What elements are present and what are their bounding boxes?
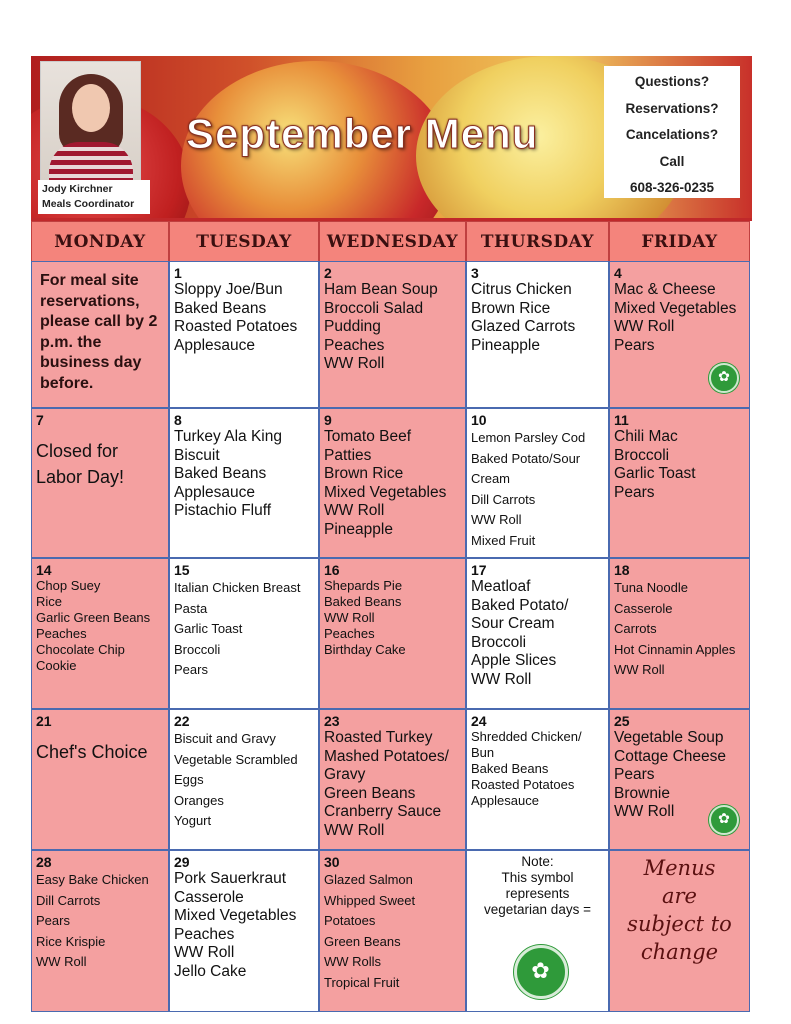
day-header-monday: MONDAY bbox=[31, 221, 169, 263]
menu-item: Peaches bbox=[36, 626, 87, 641]
menu-item: Roasted Potatoes bbox=[471, 777, 575, 792]
menu-item: Mashed Potatoes/ bbox=[324, 747, 449, 765]
day-number: 16 bbox=[324, 562, 340, 578]
menu-item: Biscuit and Gravy bbox=[174, 731, 276, 746]
menu-item: Baked Beans bbox=[174, 465, 267, 482]
day-header-thursday: THURSDAY bbox=[466, 221, 609, 263]
menu-item: WW Rolls bbox=[324, 954, 382, 969]
menu-item: WW Roll bbox=[324, 610, 375, 625]
menu-item: Brown Rice bbox=[471, 299, 551, 317]
day-number: 8 bbox=[174, 412, 182, 428]
menu-item: Italian Chicken Breast bbox=[174, 580, 301, 595]
header-banner bbox=[31, 56, 752, 221]
menu-item: Applesauce bbox=[174, 336, 256, 354]
menu-item: Broccoli bbox=[471, 633, 527, 651]
menu-item: Peaches bbox=[324, 336, 385, 354]
note-cell bbox=[609, 850, 750, 1012]
menu-item: WW Roll bbox=[614, 662, 665, 677]
day-cell-17 bbox=[466, 558, 609, 709]
day-cell-16 bbox=[319, 558, 466, 709]
contact-line: Cancelations? bbox=[625, 127, 719, 142]
menu-item: are bbox=[662, 884, 697, 908]
menu-item: WW Roll bbox=[324, 355, 385, 372]
menu-item: Roasted Potatoes bbox=[174, 318, 298, 335]
menu-item: This symbol bbox=[501, 870, 574, 885]
menu-item: Gravy bbox=[324, 766, 366, 783]
menu-item: Shepards Pie bbox=[324, 578, 403, 593]
menu-item: Glazed Carrots bbox=[471, 318, 576, 335]
menu-item: Sour Cream bbox=[471, 615, 555, 632]
menu-item: Garlic Toast bbox=[614, 465, 696, 482]
day-cell-14 bbox=[31, 558, 169, 709]
day-number: 22 bbox=[174, 713, 190, 729]
menu-item: Pears bbox=[614, 483, 655, 501]
menu-item: Menus bbox=[643, 856, 716, 880]
menu-item: Rice Krispie bbox=[36, 933, 106, 949]
menu-item: Pork Sauerkraut bbox=[174, 870, 286, 887]
menu-item: WW Roll bbox=[471, 512, 522, 527]
menu-item: WW Roll bbox=[36, 954, 87, 969]
menu-item: represents bbox=[505, 886, 570, 901]
day-cell-1 bbox=[169, 261, 319, 408]
menu-item: For meal site reservations, please call by 2 p.m. the business day before. bbox=[40, 272, 158, 392]
menu-item: Vegetable Scrambled Eggs bbox=[174, 751, 298, 787]
day-header-wednesday: WEDNESDAY bbox=[319, 221, 466, 263]
menu-item: Tomato Beef bbox=[324, 428, 412, 445]
menu-item: Dill Carrots bbox=[36, 892, 101, 908]
menu-item: Jello Cake bbox=[174, 962, 247, 980]
menu-item: Easy Bake Chicken bbox=[36, 872, 149, 887]
menu-item: Peaches bbox=[174, 925, 235, 943]
menu-item: Lemon Parsley Cod bbox=[471, 430, 586, 445]
menu-item: WW Roll bbox=[614, 318, 675, 335]
day-cell-9 bbox=[319, 408, 466, 558]
contact-line: Call bbox=[659, 153, 685, 169]
menu-item: Chef's Choice bbox=[36, 742, 148, 762]
day-number: 11 bbox=[614, 412, 629, 428]
menu-item: Pineapple bbox=[324, 520, 393, 538]
menu-item: Chop Suey bbox=[36, 578, 101, 593]
day-number: 30 bbox=[324, 854, 340, 870]
day-number: 24 bbox=[471, 713, 487, 729]
menu-item: Pudding bbox=[324, 318, 381, 335]
menu-item: Applesauce bbox=[471, 793, 539, 808]
menu-item: Applesauce bbox=[174, 483, 256, 501]
day-number: 15 bbox=[174, 562, 190, 578]
menu-item: Baked Potato/Sour Cream bbox=[471, 450, 581, 486]
contact-line: Questions? bbox=[634, 74, 710, 89]
menu-item: Green Beans bbox=[324, 933, 401, 949]
menu-item: WW Roll bbox=[324, 502, 385, 519]
menu-item: Peaches bbox=[324, 626, 375, 641]
menu-item: Sloppy Joe/Bun bbox=[174, 281, 283, 298]
vegetarian-leaf-icon bbox=[709, 363, 739, 393]
day-header-tuesday: TUESDAY bbox=[169, 221, 319, 263]
day-cell-25 bbox=[609, 709, 750, 850]
menu-item: Brownie bbox=[614, 784, 670, 802]
coordinator-role: Meals Coordinator bbox=[42, 198, 135, 210]
menu-item: Garlic Toast bbox=[174, 621, 243, 636]
menu-item: Pistachio Fluff bbox=[174, 502, 272, 519]
menu-item: Oranges bbox=[174, 792, 224, 808]
menu-calendar bbox=[31, 218, 750, 1012]
menu-item: change bbox=[640, 940, 719, 964]
menu-item: Glazed Salmon bbox=[324, 872, 413, 887]
day-cell-2 bbox=[319, 261, 466, 408]
menu-item: subject to bbox=[627, 912, 732, 936]
coordinator-name: Jody Kirchner bbox=[42, 183, 113, 195]
menu-item: Closed for Labor Day! bbox=[36, 441, 125, 487]
menu-item: Brown Rice bbox=[324, 465, 404, 482]
menu-item: Baked Beans bbox=[174, 299, 267, 317]
menu-item: Pears bbox=[174, 662, 208, 677]
coordinator-caption bbox=[38, 180, 150, 214]
menu-item: Note: bbox=[521, 854, 554, 869]
menu-item: Garlic Green Beans bbox=[36, 610, 151, 625]
menu-item: Tropical Fruit bbox=[324, 974, 400, 990]
menu-item: Chocolate Chip Cookie bbox=[36, 642, 125, 673]
menu-item: Roasted Turkey bbox=[324, 729, 433, 746]
menu-item: Birthday Cake bbox=[324, 642, 406, 657]
menu-item: Mixed Vegetables bbox=[324, 483, 447, 501]
menu-item: Broccoli bbox=[614, 446, 670, 464]
note-cell bbox=[31, 261, 169, 408]
day-cell-11 bbox=[609, 408, 750, 558]
coordinator-photo bbox=[40, 61, 141, 183]
menu-item: Carrots bbox=[614, 621, 657, 636]
day-cell-18 bbox=[609, 558, 750, 709]
day-number: 25 bbox=[614, 713, 630, 729]
menu-item: Citrus Chicken bbox=[471, 281, 572, 298]
vegetarian-leaf-icon bbox=[709, 805, 739, 835]
day-number: 21 bbox=[36, 713, 52, 729]
day-cell-10 bbox=[466, 408, 609, 558]
day-header-friday: FRIDAY bbox=[609, 221, 750, 263]
menu-item: Bun bbox=[471, 745, 495, 760]
menu-item: Patties bbox=[324, 446, 372, 464]
day-number: 2 bbox=[324, 265, 332, 281]
menu-item: Whipped Sweet Potatoes bbox=[324, 892, 416, 928]
day-number: 17 bbox=[471, 562, 487, 578]
day-number: 1 bbox=[174, 265, 182, 281]
contact-box bbox=[604, 66, 740, 198]
day-number: 18 bbox=[614, 562, 630, 578]
note-cell bbox=[466, 850, 609, 1012]
day-cell-7 bbox=[31, 408, 169, 558]
day-number: 9 bbox=[324, 412, 332, 428]
menu-item: Shredded Chicken/ bbox=[471, 729, 582, 744]
menu-item: WW Roll bbox=[471, 670, 532, 688]
menu-item: Mac & Cheese bbox=[614, 281, 716, 298]
day-cell-24 bbox=[466, 709, 609, 850]
menu-item: Apple Slices bbox=[471, 652, 557, 669]
menu-item: Meatloaf bbox=[471, 578, 531, 595]
day-number: 4 bbox=[614, 265, 622, 281]
day-cell-30 bbox=[319, 850, 466, 1012]
day-cell-29 bbox=[169, 850, 319, 1012]
menu-item: Green Beans bbox=[324, 784, 416, 802]
menu-item: Mixed Vegetables bbox=[614, 299, 737, 317]
menu-item: Broccoli bbox=[174, 641, 221, 657]
menu-item: Baked Beans bbox=[324, 594, 402, 609]
contact-phone: 608-326-0235 bbox=[629, 180, 715, 195]
day-number: 7 bbox=[36, 412, 44, 428]
menu-item: Rice bbox=[36, 594, 63, 609]
day-number: 28 bbox=[36, 854, 52, 870]
day-cell-3 bbox=[466, 261, 609, 408]
menu-item: vegetarian days = bbox=[484, 902, 591, 917]
menu-item: Turkey Ala King bbox=[174, 428, 282, 445]
menu-item: WW Roll bbox=[324, 821, 385, 839]
menu-item: Vegetable Soup bbox=[614, 729, 724, 746]
menu-item: Pineapple bbox=[471, 336, 540, 354]
day-cell-28 bbox=[31, 850, 169, 1012]
day-cell-8 bbox=[169, 408, 319, 558]
menu-item: WW Roll bbox=[614, 803, 675, 820]
menu-item: Chili Mac bbox=[614, 428, 678, 445]
day-number: 3 bbox=[471, 265, 479, 281]
page-title: September Menu bbox=[186, 110, 539, 157]
day-cell-15 bbox=[169, 558, 319, 709]
menu-item: WW Roll bbox=[174, 944, 235, 961]
menu-item: Mixed Fruit bbox=[471, 532, 536, 548]
menu-item: Cottage Cheese bbox=[614, 747, 727, 765]
menu-item: Mixed Vegetables bbox=[174, 907, 297, 924]
menu-item: Casserole bbox=[174, 888, 244, 906]
menu-item: Baked Potato/ bbox=[471, 596, 569, 614]
menu-item: Baked Beans bbox=[471, 761, 549, 776]
day-cell-23 bbox=[319, 709, 466, 850]
menu-item: Yogurt bbox=[174, 813, 212, 828]
contact-line: Reservations? bbox=[625, 100, 719, 116]
menu-item: Pears bbox=[36, 913, 70, 928]
day-number: 23 bbox=[324, 713, 340, 729]
day-cell-22 bbox=[169, 709, 319, 850]
menu-item: Pears bbox=[614, 336, 655, 354]
day-number: 29 bbox=[174, 854, 190, 870]
day-number: 14 bbox=[36, 562, 52, 578]
menu-item: Cranberry Sauce bbox=[324, 803, 442, 820]
vegetarian-leaf-icon: ✿ bbox=[514, 945, 568, 999]
menu-item: Broccoli Salad bbox=[324, 299, 424, 317]
day-cell-21 bbox=[31, 709, 169, 850]
menu-item: Pears bbox=[614, 766, 655, 783]
menu-item: Pasta bbox=[174, 600, 208, 616]
menu-item: Biscuit bbox=[174, 446, 220, 464]
menu-item: Tuna Noodle Casserole bbox=[614, 580, 688, 616]
menu-item: Hot Cinnamin Apples bbox=[614, 641, 736, 657]
day-cell-4 bbox=[609, 261, 750, 408]
day-number: 10 bbox=[471, 412, 487, 428]
menu-item: Dill Carrots bbox=[471, 491, 536, 507]
menu-item: Ham Bean Soup bbox=[324, 281, 438, 298]
